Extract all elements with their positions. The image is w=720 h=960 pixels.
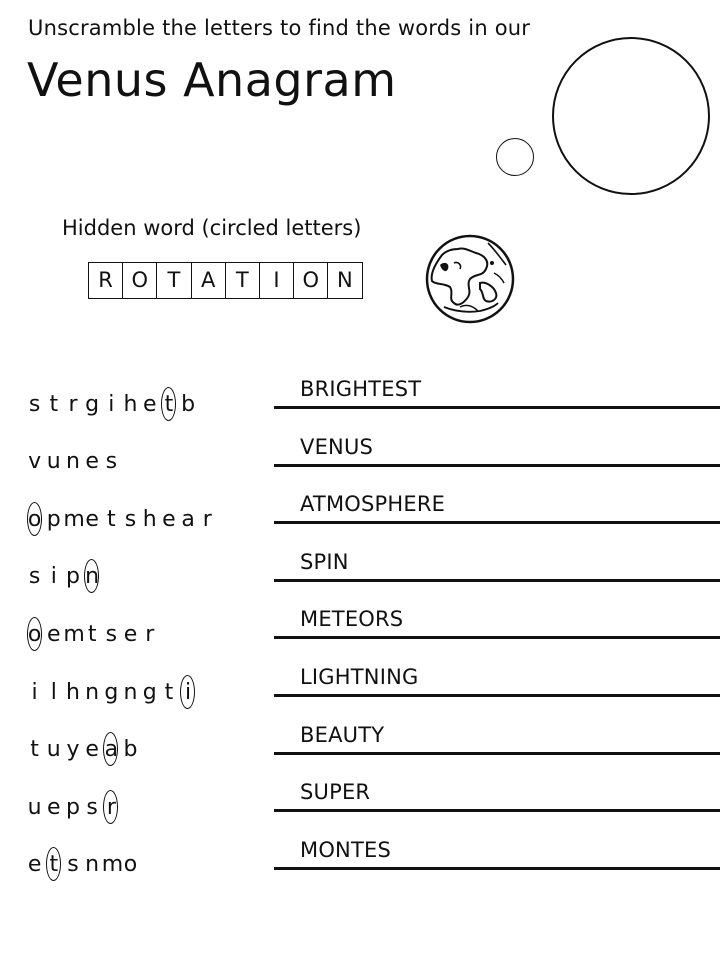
hidden-word-letter-box: A <box>192 263 226 298</box>
scrambled-word: s i p n <box>25 559 102 595</box>
answer-line <box>274 406 720 409</box>
scrambled-word: i l h n g n g t i <box>25 674 198 710</box>
planet-circle-large-icon <box>552 37 710 195</box>
answer-line <box>274 809 720 812</box>
answer-word: BEAUTY <box>300 722 385 747</box>
hidden-word-label: Hidden word (circled letters) <box>62 216 362 240</box>
answer-word: BRIGHTEST <box>300 377 422 401</box>
scrambled-word: t u y e a b <box>30 737 138 763</box>
answer-word: SPIN <box>300 549 349 574</box>
scrambled-word: u e p s r <box>25 789 121 825</box>
answer-word: SUPER <box>300 780 371 805</box>
answer-line <box>274 867 720 870</box>
planet-circle-small-icon <box>496 138 534 176</box>
hidden-word-letter-box: O <box>123 263 157 298</box>
hidden-word-boxes <box>88 262 363 299</box>
hidden-word-letter-box: I <box>260 263 294 298</box>
answer-word: MONTES <box>300 837 391 862</box>
answer-line <box>274 636 720 639</box>
answer-word: LIGHTNING <box>300 665 419 689</box>
answer-line <box>274 579 720 582</box>
answer-line <box>274 521 720 524</box>
scrambled-word: o e m t s e r <box>25 616 159 652</box>
scrambled-word: o p m e t s h e a r <box>25 501 217 537</box>
hidden-word-letter-box: O <box>294 263 328 298</box>
hidden-word-letter-box: R <box>89 263 123 298</box>
scrambled-word: s t r g i h e t b <box>28 391 196 417</box>
answer-word: VENUS <box>300 434 374 459</box>
page-title: Venus Anagram <box>27 53 397 107</box>
scrambled-word: e t s n m o <box>27 852 138 878</box>
scrambled-word: v u n e s <box>28 449 118 475</box>
answer-word: METEORS <box>300 607 404 632</box>
answer-line <box>274 464 720 467</box>
answer-word: ATMOSPHERE <box>300 492 446 517</box>
intro-text: Unscramble the letters to find the words in our <box>28 16 531 40</box>
answer-line <box>274 694 720 697</box>
earth-globe-icon <box>424 233 516 325</box>
hidden-word-letter-box: N <box>328 263 362 298</box>
hidden-word-letter-box: T <box>157 263 191 298</box>
answer-line <box>274 752 720 755</box>
hidden-word-letter-box: T <box>226 263 260 298</box>
